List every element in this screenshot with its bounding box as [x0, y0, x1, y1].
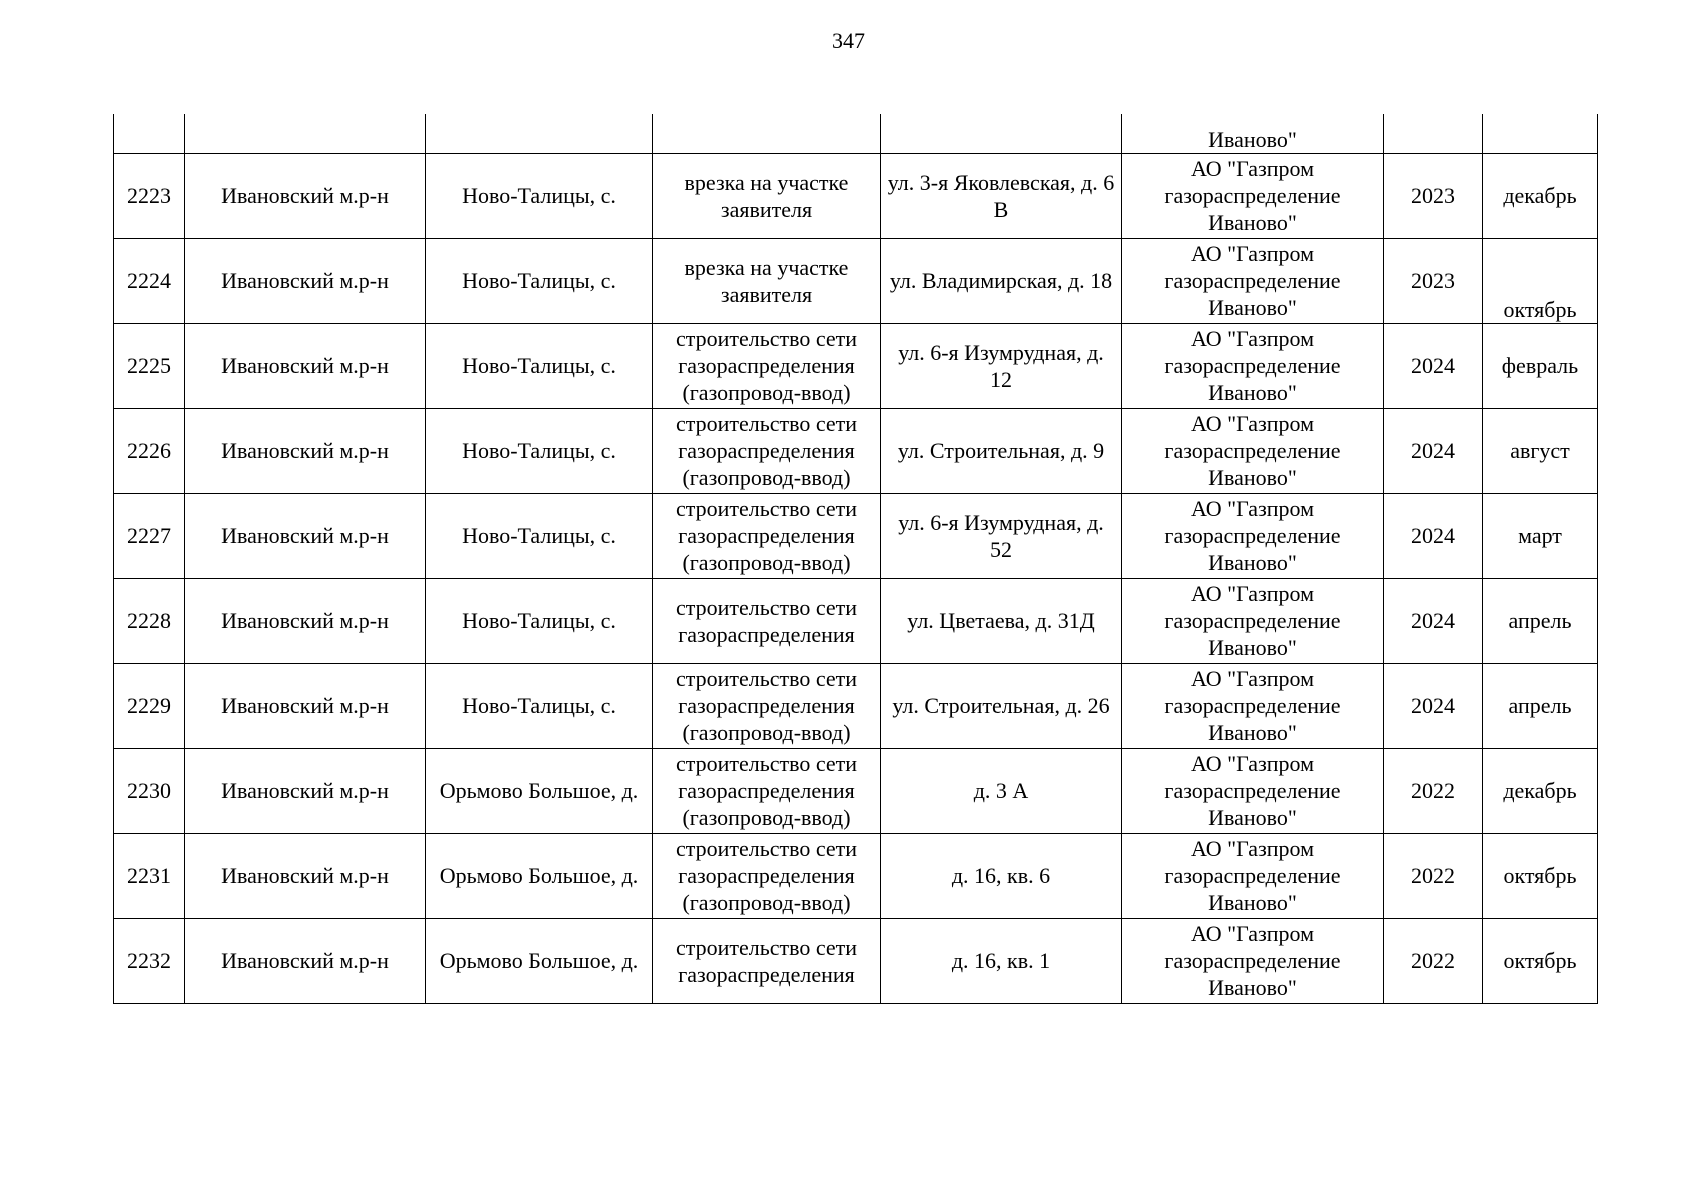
table-body: [114, 114, 1598, 1003]
table-row: [114, 748, 1598, 833]
cell-organization: АО "Газпром газораспределение Иваново": [1122, 578, 1384, 663]
cell-num: 2223: [114, 153, 185, 238]
cell-address: ул. 3-я Яковлевская, д. 6 В: [881, 153, 1122, 238]
cell-num: 2224: [114, 238, 185, 323]
cell-num: 2229: [114, 663, 185, 748]
cell-organization: АО "Газпром газораспределение Иваново": [1122, 748, 1384, 833]
table-row: [114, 663, 1598, 748]
cell-num: 2231: [114, 833, 185, 918]
cell-work-type: [653, 114, 881, 153]
cell-settlement: Ново-Талицы, с.: [426, 408, 653, 493]
cell-work-type: строительство сети газораспределения (газопровод-ввод): [653, 323, 881, 408]
cell-num: 2226: [114, 408, 185, 493]
table-row: [114, 323, 1598, 408]
cell-address: ул. Владимирская, д. 18: [881, 238, 1122, 323]
cell-num: 2232: [114, 918, 185, 1003]
cell-month: октябрь: [1483, 918, 1598, 1003]
cell-organization: АО "Газпром газораспределение Иваново": [1122, 918, 1384, 1003]
cell-settlement: Ново-Талицы, с.: [426, 578, 653, 663]
table-row: [114, 493, 1598, 578]
cell-district: Ивановский м.р-н: [185, 323, 426, 408]
cell-address: ул. Цветаева, д. 31Д: [881, 578, 1122, 663]
cell-month: октябрь: [1483, 833, 1598, 918]
cell-month: [1483, 114, 1598, 153]
cell-district: Ивановский м.р-н: [185, 918, 426, 1003]
table-row: [114, 153, 1598, 238]
cell-district: Ивановский м.р-н: [185, 748, 426, 833]
cell-year: 2024: [1384, 408, 1483, 493]
cell-year: 2023: [1384, 238, 1483, 323]
cell-organization: АО "Газпром газораспределение Иваново": [1122, 833, 1384, 918]
cell-district: Ивановский м.р-н: [185, 238, 426, 323]
cell-num: 2230: [114, 748, 185, 833]
cell-address: ул. Строительная, д. 9: [881, 408, 1122, 493]
cell-district: Ивановский м.р-н: [185, 833, 426, 918]
cell-organization: Иваново": [1122, 114, 1384, 153]
cell-month: декабрь: [1483, 748, 1598, 833]
cell-settlement: Ново-Талицы, с.: [426, 323, 653, 408]
table-row: [114, 408, 1598, 493]
cell-address: д. 16, кв. 1: [881, 918, 1122, 1003]
cell-settlement: Орьмово Большое, д.: [426, 748, 653, 833]
cell-month: февраль: [1483, 323, 1598, 408]
cell-work-type: строительство сети газораспределения (газопровод-ввод): [653, 663, 881, 748]
cell-district: Ивановский м.р-н: [185, 663, 426, 748]
cell-year: 2024: [1384, 323, 1483, 408]
cell-organization: АО "Газпром газораспределение Иваново": [1122, 663, 1384, 748]
table-row-continuation: [114, 114, 1598, 153]
cell-work-type: строительство сети газораспределения (газопровод-ввод): [653, 493, 881, 578]
page-number: 347: [832, 28, 865, 53]
cell-month: октябрь: [1483, 238, 1598, 323]
cell-organization: АО "Газпром газораспределение Иваново": [1122, 493, 1384, 578]
cell-year: 2024: [1384, 493, 1483, 578]
cell-address: д. 16, кв. 6: [881, 833, 1122, 918]
cell-settlement: [426, 114, 653, 153]
cell-district: Ивановский м.р-н: [185, 408, 426, 493]
cell-num: 2227: [114, 493, 185, 578]
cell-settlement: Ново-Талицы, с.: [426, 663, 653, 748]
cell-address: [881, 114, 1122, 153]
cell-district: [185, 114, 426, 153]
cell-month: март: [1483, 493, 1598, 578]
cell-address: ул. 6-я Изумрудная, д. 52: [881, 493, 1122, 578]
table-row: [114, 578, 1598, 663]
cell-num: [114, 114, 185, 153]
cell-organization: АО "Газпром газораспределение Иваново": [1122, 323, 1384, 408]
table-row: [114, 238, 1598, 323]
cell-year: 2024: [1384, 578, 1483, 663]
cell-settlement: Ново-Талицы, с.: [426, 493, 653, 578]
cell-work-type: строительство сети газораспределения (газопровод-ввод): [653, 833, 881, 918]
cell-year: 2022: [1384, 833, 1483, 918]
cell-year: 2023: [1384, 153, 1483, 238]
cell-month: август: [1483, 408, 1598, 493]
cell-month: апрель: [1483, 578, 1598, 663]
cell-settlement: Ново-Талицы, с.: [426, 153, 653, 238]
cell-month: апрель: [1483, 663, 1598, 748]
cell-address: ул. 6-я Изумрудная, д. 12: [881, 323, 1122, 408]
cell-num: 2225: [114, 323, 185, 408]
cell-settlement: Орьмово Большое, д.: [426, 918, 653, 1003]
cell-address: д. 3 А: [881, 748, 1122, 833]
cell-work-type: строительство сети газораспределения (газопровод-ввод): [653, 748, 881, 833]
cell-district: Ивановский м.р-н: [185, 578, 426, 663]
gas-connection-table: [113, 114, 1598, 1004]
cell-work-type: врезка на участке заявителя: [653, 153, 881, 238]
cell-year: 2022: [1384, 918, 1483, 1003]
cell-organization: АО "Газпром газораспределение Иваново": [1122, 408, 1384, 493]
cell-organization: АО "Газпром газораспределение Иваново": [1122, 238, 1384, 323]
cell-settlement: Ново-Талицы, с.: [426, 238, 653, 323]
cell-address: ул. Строительная, д. 26: [881, 663, 1122, 748]
cell-num: 2228: [114, 578, 185, 663]
table-row: [114, 918, 1598, 1003]
cell-work-type: строительство сети газораспределения: [653, 918, 881, 1003]
cell-year: 2022: [1384, 748, 1483, 833]
cell-district: Ивановский м.р-н: [185, 153, 426, 238]
cell-settlement: Орьмово Большое, д.: [426, 833, 653, 918]
cell-work-type: строительство сети газораспределения: [653, 578, 881, 663]
cell-organization: АО "Газпром газораспределение Иваново": [1122, 153, 1384, 238]
cell-district: Ивановский м.р-н: [185, 493, 426, 578]
cell-work-type: врезка на участке заявителя: [653, 238, 881, 323]
cell-work-type: строительство сети газораспределения (газопровод-ввод): [653, 408, 881, 493]
cell-month: декабрь: [1483, 153, 1598, 238]
cell-year: [1384, 114, 1483, 153]
table-row: [114, 833, 1598, 918]
cell-year: 2024: [1384, 663, 1483, 748]
